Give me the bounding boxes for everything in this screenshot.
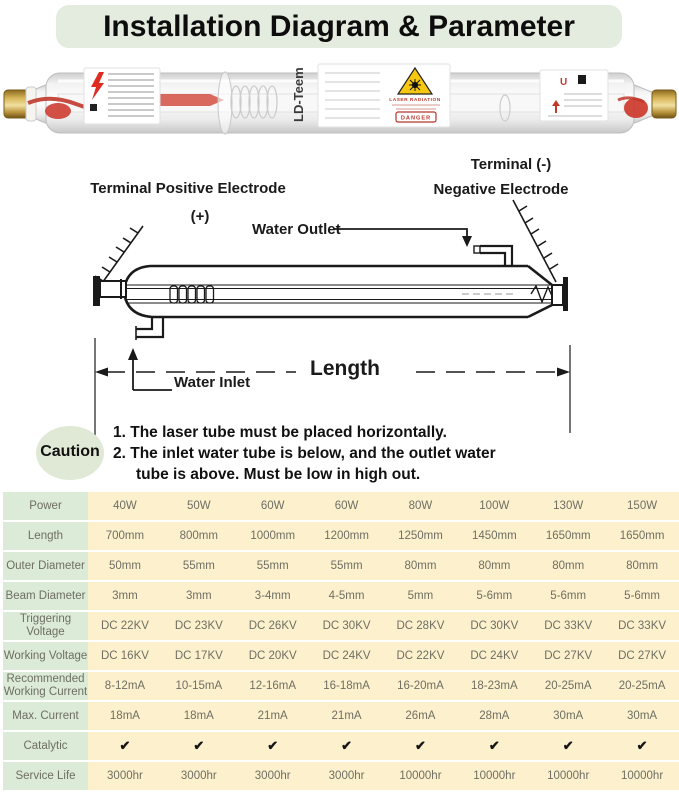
negative-electrode-label: Negative Electrode — [433, 181, 569, 198]
value-cell: 5-6mm — [531, 582, 605, 610]
value-cell: 700mm — [88, 522, 162, 550]
dim-arrow-left-icon — [95, 368, 108, 377]
caution-notes — [113, 422, 583, 485]
row-label-cell: Length — [3, 522, 88, 550]
value-cell: 50W — [162, 492, 236, 520]
tube-outline — [124, 266, 563, 317]
value-cell: 3mm — [162, 582, 236, 610]
table-row — [3, 492, 679, 520]
row-label-cell: Outer Diameter — [3, 552, 88, 580]
value-cell: 12-16mA — [236, 672, 310, 700]
danger-text: DANGER — [400, 115, 432, 122]
value-cell: 5-6mm — [457, 582, 531, 610]
left-red-electrode — [45, 103, 71, 119]
value-cell: 80mm — [605, 552, 679, 580]
value-cell: 150W — [605, 492, 679, 520]
value-cell: 10000hr — [457, 762, 531, 790]
table-row — [3, 582, 679, 610]
value-cell: ✔ — [531, 732, 605, 760]
parameter-table — [3, 490, 679, 792]
value-cell: DC 17KV — [162, 642, 236, 670]
length-label: Length — [310, 357, 380, 380]
dim-arrow-right-icon — [557, 368, 570, 377]
value-cell: DC 30KV — [457, 612, 531, 640]
value-cell: 80mm — [384, 552, 458, 580]
value-cell: DC 33KV — [605, 612, 679, 640]
row-label-cell: Working Voltage — [3, 642, 88, 670]
black-square-icon — [578, 75, 586, 84]
value-cell: 1650mm — [531, 522, 605, 550]
value-cell: 5mm — [384, 582, 458, 610]
value-cell: 1650mm — [605, 522, 679, 550]
value-cell: ✔ — [88, 732, 162, 760]
laser-radiation-text: LASER RADIATION — [389, 98, 441, 103]
value-cell: 21mA — [236, 702, 310, 730]
center-warning-label — [318, 64, 450, 127]
value-cell: ✔ — [384, 732, 458, 760]
value-cell: DC 24KV — [310, 642, 384, 670]
value-cell: 3000hr — [310, 762, 384, 790]
row-label-cell: Power — [3, 492, 88, 520]
value-cell: ✔ — [457, 732, 531, 760]
row-label-cell: Service Life — [3, 762, 88, 790]
parameter-table-grid — [3, 490, 679, 792]
terminal-negative-label: Terminal (-) — [470, 156, 552, 173]
value-cell: DC 24KV — [457, 642, 531, 670]
tube-right-metal-cap — [652, 90, 676, 118]
value-cell: 3000hr — [236, 762, 310, 790]
value-cell: 10000hr — [605, 762, 679, 790]
red-u-mark: U — [560, 77, 568, 88]
value-cell: 100W — [457, 492, 531, 520]
value-cell: DC 30KV — [310, 612, 384, 640]
value-cell: 16-20mA — [384, 672, 458, 700]
value-cell: DC 33KV — [531, 612, 605, 640]
table-row — [3, 702, 679, 730]
water-inlet-pipe — [136, 317, 163, 340]
value-cell: 130W — [531, 492, 605, 520]
value-cell: 18mA — [88, 702, 162, 730]
value-cell: ✔ — [605, 732, 679, 760]
value-cell: 21mA — [310, 702, 384, 730]
value-cell: 18mA — [162, 702, 236, 730]
row-label-cell: Catalytic — [3, 732, 88, 760]
table-row — [3, 642, 679, 670]
value-cell: 18-23mA — [457, 672, 531, 700]
value-cell: DC 26KV — [236, 612, 310, 640]
value-cell: 80mm — [457, 552, 531, 580]
value-cell: 3000hr — [88, 762, 162, 790]
value-cell: 3000hr — [162, 762, 236, 790]
value-cell: ✔ — [310, 732, 384, 760]
row-label-cell: Beam Diameter — [3, 582, 88, 610]
row-label-cell: Max. Current — [3, 702, 88, 730]
value-cell: 1250mm — [384, 522, 458, 550]
value-cell: DC 23KV — [162, 612, 236, 640]
table-row — [3, 612, 679, 640]
value-cell: 60W — [236, 492, 310, 520]
water-inlet-leader — [133, 358, 172, 390]
value-cell: 20-25mA — [531, 672, 605, 700]
glass-flange-ring — [218, 72, 232, 134]
value-cell: DC 28KV — [384, 612, 458, 640]
value-cell: DC 27KV — [605, 642, 679, 670]
left-end-flange — [93, 276, 100, 306]
caution-note-2: 2. The inlet water tube is below, and the outlet water — [113, 445, 496, 462]
value-cell: 1000mm — [236, 522, 310, 550]
parameter-table-body — [3, 492, 679, 790]
value-cell: 55mm — [236, 552, 310, 580]
value-cell: ✔ — [162, 732, 236, 760]
value-cell: 50mm — [88, 552, 162, 580]
terminal-positive-label: Terminal Positive Electrode — [90, 180, 286, 197]
row-label-cell: Recommended Working Current — [3, 673, 88, 698]
value-cell: 3-4mm — [236, 582, 310, 610]
table-row — [3, 672, 679, 700]
value-cell: 10000hr — [531, 762, 605, 790]
value-cell: DC 22KV — [88, 612, 162, 640]
outlet-arrow-icon — [462, 236, 472, 247]
value-cell: DC 22KV — [384, 642, 458, 670]
water-inlet-label: Water Inlet — [174, 374, 251, 391]
value-cell: 1200mm — [310, 522, 384, 550]
water-outlet-label: Water Outlet — [252, 221, 341, 238]
value-cell: 5-6mm — [605, 582, 679, 610]
value-cell: 4-5mm — [310, 582, 384, 610]
inlet-arrow-icon — [128, 348, 138, 360]
positive-sign-label: (+) — [190, 208, 210, 225]
laser-burst-icon — [409, 79, 421, 91]
value-cell: 28mA — [457, 702, 531, 730]
water-outlet-pipe — [474, 246, 512, 266]
row-label-cell: Triggering Voltage — [3, 612, 88, 640]
laser-tube-photo — [0, 56, 679, 150]
tube-left-ceramic-ring — [26, 87, 36, 121]
value-cell: 20-25mA — [605, 672, 679, 700]
negative-lead-wire — [513, 200, 558, 282]
red-pointer-tube — [150, 94, 224, 106]
value-cell: 30mA — [531, 702, 605, 730]
table-row — [3, 522, 679, 550]
water-outlet-leader — [334, 229, 467, 236]
value-cell: 10000hr — [384, 762, 458, 790]
value-cell: 30mA — [605, 702, 679, 730]
caution-note-2-cont: tube is above. Must be low in high out. — [136, 466, 421, 483]
value-cell: 55mm — [162, 552, 236, 580]
positive-lead-wire — [95, 226, 143, 286]
right-spec-label — [540, 70, 608, 121]
value-cell: 800mm — [162, 522, 236, 550]
value-cell: 26mA — [384, 702, 458, 730]
value-cell: 80mm — [531, 552, 605, 580]
value-cell: 8-12mA — [88, 672, 162, 700]
value-cell: 1450mm — [457, 522, 531, 550]
square-mark-icon — [90, 104, 97, 111]
value-cell: DC 27KV — [531, 642, 605, 670]
value-cell: 10-15mA — [162, 672, 236, 700]
tube-brand-label: LD-Teem — [291, 67, 306, 122]
page-title: Installation Diagram & Parameter — [56, 5, 622, 48]
value-cell: 16-18mA — [310, 672, 384, 700]
table-row — [3, 732, 679, 760]
caution-badge: Caution — [40, 443, 100, 460]
value-cell: 60W — [310, 492, 384, 520]
value-cell: DC 16KV — [88, 642, 162, 670]
right-end-flange — [563, 277, 568, 311]
left-spec-label — [84, 68, 160, 124]
value-cell: 80W — [384, 492, 458, 520]
table-row — [3, 762, 679, 790]
caution-note-1: 1. The laser tube must be placed horizontally. — [113, 424, 447, 441]
value-cell: 40W — [88, 492, 162, 520]
left-end-connector — [100, 279, 126, 299]
value-cell: DC 20KV — [236, 642, 310, 670]
value-cell: ✔ — [236, 732, 310, 760]
value-cell: 55mm — [310, 552, 384, 580]
value-cell: 3mm — [88, 582, 162, 610]
table-row — [3, 552, 679, 580]
